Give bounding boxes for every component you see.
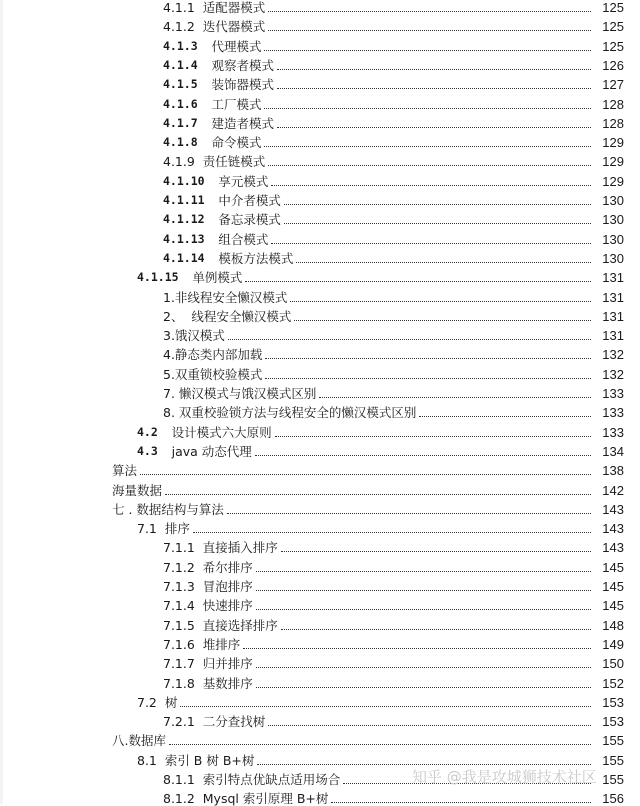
toc-entry-page-number: 130 [602, 250, 624, 266]
toc-entry-number: 7.1 [137, 521, 165, 537]
dot-leader [245, 281, 591, 282]
toc-entry-page-number: 128 [602, 96, 624, 112]
toc-entry-title: 归并排序 [202, 656, 253, 672]
dot-leader [284, 204, 591, 205]
toc-entry-page-number: 149 [602, 636, 624, 652]
dot-leader [193, 532, 591, 533]
toc-entry-title: 直接选择排序 [202, 617, 278, 633]
dot-leader [268, 30, 591, 31]
toc-entry[interactable] [0, 787, 624, 806]
toc-entry[interactable] [0, 749, 624, 768]
toc-entry[interactable] [0, 672, 624, 691]
toc-entry-number: 4.1.2 [163, 19, 203, 35]
toc-entry-number: 4.1.6 [163, 96, 212, 111]
toc-entry-title: 迭代器模式 [202, 19, 266, 35]
toc-entry-number: 4.1.11 [163, 193, 219, 207]
toc-entry[interactable] [0, 594, 624, 613]
toc-entry-title: 树 [164, 694, 178, 710]
toc-entry-title: 8. 双重校验锁方法与线程安全的懒汉模式区别 [163, 405, 417, 421]
dot-leader [271, 243, 591, 244]
toc-entry-title: 责任链模式 [202, 154, 266, 170]
dot-leader [331, 802, 591, 803]
dot-leader [256, 609, 591, 610]
toc-entry-page-number: 133 [602, 386, 624, 401]
toc-entry[interactable] [0, 652, 624, 671]
toc-entry-page-number: 152 [602, 675, 624, 691]
toc-entry-title: 模板方法模式 [218, 250, 294, 266]
toc-entry-page-number: 130 [602, 193, 624, 208]
dot-leader [265, 378, 591, 379]
toc-entry-page-number: 125 [602, 0, 624, 15]
dot-leader [227, 513, 591, 514]
dot-leader [419, 416, 591, 417]
toc-entry-number: 4.1.12 [163, 212, 219, 227]
toc-entry[interactable] [0, 266, 624, 285]
toc-entry-number: 4.1.10 [163, 173, 219, 188]
dot-leader [255, 455, 591, 456]
toc-entry[interactable] [0, 208, 624, 227]
toc-entry-page-number: 155 [602, 752, 624, 768]
dot-leader [281, 551, 591, 552]
toc-entry-title: 2、 线程安全懒汉模式 [163, 308, 292, 324]
dot-leader [277, 88, 591, 89]
toc-entry-title: 享元模式 [218, 173, 269, 189]
toc-entry-number: 4.1.13 [163, 231, 219, 246]
toc-entry-title: 代理模式 [211, 38, 262, 54]
dot-leader [256, 687, 591, 688]
toc-entry-page-number: 130 [602, 212, 624, 228]
toc-entry-title: 5.双重锁校验模式 [163, 366, 263, 382]
dot-leader [169, 744, 591, 745]
toc-entry-page-number: 134 [602, 443, 624, 459]
toc-entry[interactable] [0, 459, 624, 478]
toc-entry-title: 海量数据 [112, 482, 163, 498]
toc-entry-number: 4.1.5 [163, 77, 212, 92]
toc-entry-title: 希尔排序 [202, 559, 253, 575]
toc-entry-title: 七 . 数据结构与算法 [112, 501, 224, 517]
dot-leader [268, 165, 591, 166]
toc-entry-page-number: 131 [602, 308, 624, 324]
toc-entry[interactable] [0, 440, 624, 459]
toc-entry[interactable] [0, 150, 624, 169]
dot-leader [268, 725, 591, 726]
toc-entry[interactable] [0, 112, 624, 131]
toc-entry[interactable] [0, 228, 624, 247]
toc-entry-page-number: 131 [602, 328, 624, 344]
toc-entry-page-number: 131 [602, 289, 624, 305]
dot-leader [319, 397, 591, 398]
toc-entry[interactable] [0, 382, 624, 401]
dot-leader [228, 339, 591, 340]
toc-entry-title: 命令模式 [211, 135, 262, 151]
toc-entry[interactable] [0, 401, 624, 420]
toc-entry-title: 堆排序 [202, 636, 241, 652]
toc-entry-title: 中介者模式 [218, 193, 281, 208]
dot-leader [243, 648, 591, 649]
toc-entry-page-number: 150 [602, 656, 624, 672]
dot-leader [140, 474, 591, 475]
toc-entry-title: 八.数据库 [112, 733, 166, 749]
toc-entry[interactable] [0, 691, 624, 710]
dot-leader [277, 127, 591, 128]
toc-entry-page-number: 130 [602, 231, 624, 247]
dot-leader [275, 436, 591, 437]
toc-entry[interactable] [0, 479, 624, 498]
toc-entry[interactable] [0, 729, 624, 748]
toc-entry[interactable] [0, 189, 624, 208]
toc-entry-title: 索引特点优缺点适用场合 [202, 772, 341, 787]
toc-entry-title: 单例模式 [192, 270, 243, 286]
toc-entry-number: 8.1 [137, 752, 165, 768]
dot-leader [180, 706, 591, 707]
toc-entry[interactable] [0, 710, 624, 729]
dot-leader [256, 667, 591, 668]
toc-entry-title: 算法 [112, 463, 138, 479]
toc-entry-number: 8.1.1 [163, 772, 203, 787]
toc-entry-title: 组合模式 [218, 231, 269, 247]
toc-entry[interactable] [0, 324, 624, 343]
toc-entry[interactable] [0, 343, 624, 362]
toc-entry[interactable] [0, 54, 624, 73]
toc-entry-title: 建造者模式 [211, 115, 274, 131]
dot-leader [294, 320, 591, 321]
toc-entry-title: Mysql 索引原理 B+树 [202, 791, 329, 806]
toc-entry-title: 冒泡排序 [202, 579, 253, 594]
toc-entry-number: 7.1.2 [163, 559, 203, 575]
toc-entry-number: 4.1.3 [163, 38, 212, 53]
toc-entry-number: 7.1.5 [163, 617, 203, 633]
toc-entry-page-number: 145 [602, 559, 624, 575]
toc-entry-page-number: 153 [602, 694, 624, 710]
toc-entry-page-number: 145 [602, 598, 624, 614]
toc-entry-page-number: 138 [602, 463, 624, 479]
toc-entry[interactable] [0, 15, 624, 34]
dot-leader [264, 108, 591, 109]
toc-entry-number: 4.1.4 [163, 57, 212, 72]
toc-entry-page-number: 142 [602, 482, 624, 498]
dot-leader [265, 358, 591, 359]
dot-leader [256, 590, 591, 591]
watermark: 知乎 @我是攻城狮技术社区 [412, 768, 597, 786]
toc-entry-page-number: 129 [602, 135, 624, 151]
toc-entry-page-number: 155 [602, 733, 624, 749]
toc-entry[interactable] [0, 575, 624, 594]
toc-entry-number: 7.1.4 [163, 598, 203, 614]
toc-entry-number: 7.1.7 [163, 656, 203, 672]
toc-entry[interactable] [0, 498, 624, 517]
toc-entry-title: 索引 B 树 B+树 [164, 752, 255, 768]
dot-leader [284, 223, 591, 224]
toc-entry[interactable] [0, 286, 624, 305]
toc-entry-page-number: 132 [602, 366, 624, 382]
toc-entry[interactable] [0, 131, 624, 150]
toc-entry-title: 装饰器模式 [211, 77, 274, 93]
dot-leader [277, 69, 591, 70]
toc-entry-number: 7.2.1 [163, 714, 203, 730]
toc-entry-number: 4.1.9 [163, 154, 203, 170]
toc-entry-title: 备忘录模式 [218, 212, 281, 228]
toc-entry-number: 7.2 [137, 694, 165, 710]
dot-leader [257, 764, 591, 765]
toc-entry-number: 7.1.8 [163, 675, 203, 691]
dot-leader [290, 301, 591, 302]
toc-entry-page-number: 133 [602, 405, 624, 421]
toc-entry-title: 基数排序 [202, 675, 253, 691]
dot-leader [281, 629, 591, 630]
toc-entry-page-number: 155 [602, 772, 624, 787]
toc-entry-title: 快速排序 [202, 598, 253, 614]
dot-leader [256, 571, 591, 572]
toc-entry-page-number: 126 [602, 57, 624, 73]
toc-entry-title: 排序 [164, 521, 190, 537]
toc-entry-title: 1.非线程安全懒汉模式 [163, 289, 288, 305]
toc-entry-number: 4.1.7 [163, 115, 212, 130]
toc-entry-title: 4.静态类内部加载 [163, 347, 263, 363]
toc-entry[interactable] [0, 556, 624, 575]
dot-leader [264, 50, 591, 51]
toc-entry-page-number: 133 [602, 424, 624, 440]
toc-entry-title: 3.饿汉模式 [163, 328, 225, 344]
toc-entry-title: 二分查找树 [202, 714, 266, 730]
toc-entry[interactable] [0, 517, 624, 536]
dot-leader [165, 494, 591, 495]
toc-entry-title: 适配器模式 [202, 0, 266, 15]
toc-entry-title: 观察者模式 [211, 57, 274, 73]
toc-entry-title: 工厂模式 [211, 96, 262, 112]
toc-entry[interactable] [0, 633, 624, 652]
dot-leader [271, 185, 591, 186]
toc-entry-title: java 动态代理 [171, 443, 252, 459]
toc-entry[interactable] [0, 93, 624, 112]
toc-entry-number: 4.2 [137, 424, 172, 439]
toc-entry-page-number: 129 [602, 173, 624, 189]
toc-entry-page-number: 125 [602, 38, 624, 54]
dot-leader [296, 262, 591, 263]
toc-entry[interactable] [0, 0, 624, 15]
toc-entry-number: 7.1.1 [163, 540, 203, 556]
toc-entry-title: 7. 懒汉模式与饿汉模式区别 [163, 386, 317, 401]
toc-entry-title: 设计模式六大原则 [171, 424, 272, 440]
toc-entry-number: 7.1.6 [163, 636, 203, 652]
toc-entry[interactable] [0, 536, 624, 555]
toc-entry-page-number: 143 [602, 501, 624, 517]
toc-entry-page-number: 132 [602, 347, 624, 363]
toc-entry-page-number: 153 [602, 714, 624, 730]
toc-entry-page-number: 143 [602, 540, 624, 556]
toc-entry-page-number: 127 [602, 77, 624, 93]
toc-entry[interactable] [0, 363, 624, 382]
toc-entry-number: 4.1.15 [137, 270, 193, 285]
toc-entry[interactable] [0, 35, 624, 54]
dot-leader [268, 11, 591, 12]
toc-entry-number: 4.1.1 [163, 0, 203, 15]
toc-entry-number: 4.3 [137, 443, 172, 458]
toc-entry[interactable] [0, 73, 624, 92]
toc-entry[interactable] [0, 305, 624, 324]
toc-entry-page-number: 129 [602, 154, 624, 170]
toc-entry-number: 4.1.8 [163, 135, 212, 150]
dot-leader [264, 146, 591, 147]
toc-entry-page-number: 156 [602, 791, 624, 806]
toc-entry[interactable] [0, 421, 624, 440]
toc-entry-page-number: 131 [602, 270, 624, 286]
toc-entry[interactable] [0, 614, 624, 633]
toc-entry-page-number: 128 [602, 115, 624, 131]
toc-entry-number: 7.1.3 [163, 579, 203, 594]
toc-entry-number: 4.1.14 [163, 250, 219, 265]
toc-entry[interactable] [0, 170, 624, 189]
toc-entry-page-number: 143 [602, 521, 624, 537]
toc-entry-page-number: 145 [602, 579, 624, 594]
toc-entry[interactable] [0, 247, 624, 266]
toc-entry-title: 直接插入排序 [202, 540, 278, 556]
toc-entry-number: 8.1.2 [163, 791, 203, 806]
toc-entry-page-number: 125 [602, 19, 624, 35]
toc-entry-page-number: 148 [602, 617, 624, 633]
